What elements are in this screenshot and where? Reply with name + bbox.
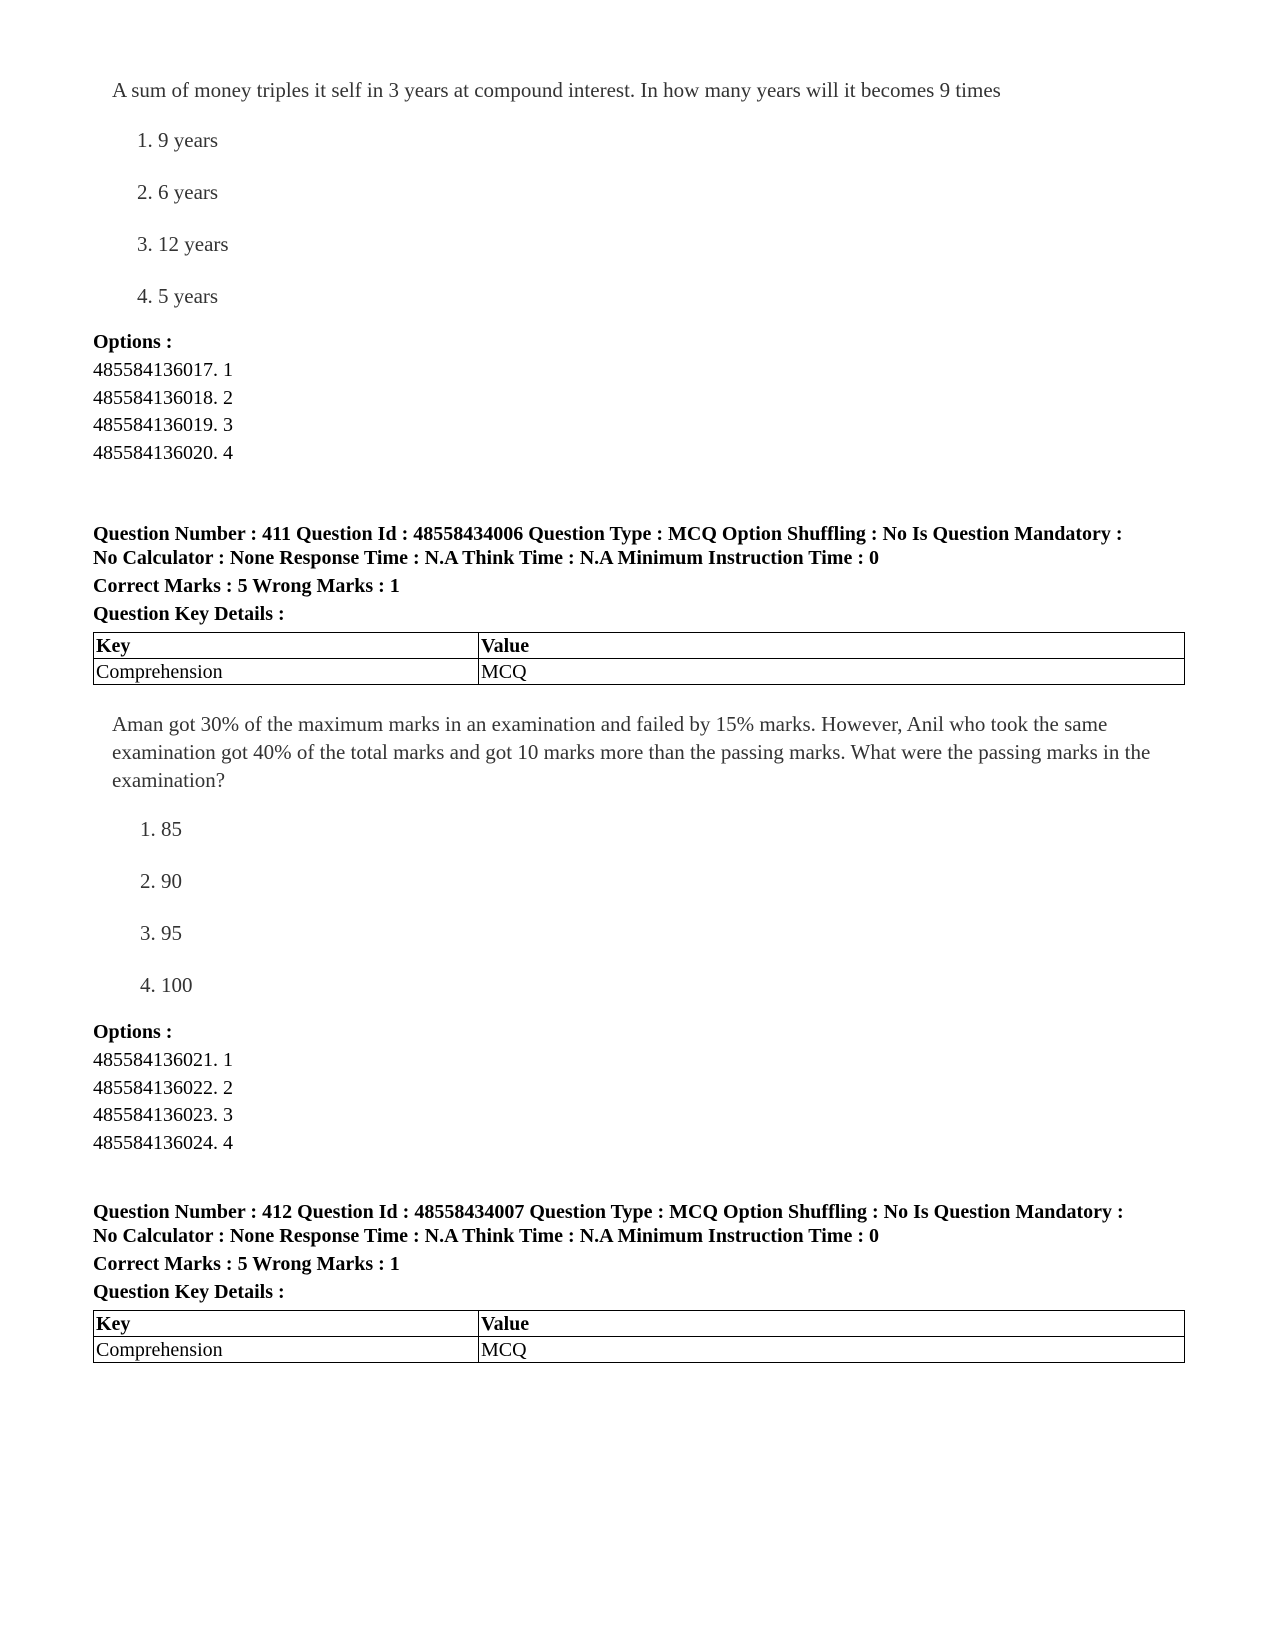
- header-key: Key: [94, 1311, 479, 1337]
- cell-key: Comprehension: [94, 659, 479, 685]
- key-details-label: Question Key Details :: [93, 603, 285, 625]
- choice-item: 4. 100: [140, 973, 193, 997]
- option-id: 485584136020. 4: [93, 442, 233, 464]
- choice-item: 4. 5 years: [137, 284, 219, 308]
- option-id: 485584136022. 2: [93, 1077, 233, 1099]
- question-marks: Correct Marks : 5 Wrong Marks : 1: [93, 575, 400, 597]
- question-meta-line1: Question Number : 412 Question Id : 48558434007 Question Type : MCQ Option Shuffling : No Is Question Mandatory :: [93, 1201, 1124, 1223]
- question-text: A sum of money triples it self in 3 years at compound interest. In how many years will it becomes 9 times: [112, 78, 1001, 102]
- cell-key: Comprehension: [94, 1337, 479, 1363]
- option-id: 485584136021. 1: [93, 1049, 233, 1071]
- option-id: 485584136023. 3: [93, 1104, 233, 1126]
- question-marks: Correct Marks : 5 Wrong Marks : 1: [93, 1253, 400, 1275]
- option-id: 485584136017. 1: [93, 359, 233, 381]
- header-value: Value: [479, 1311, 1185, 1337]
- options-label: Options :: [93, 331, 173, 353]
- option-id: 485584136024. 4: [93, 1132, 233, 1154]
- table-row: [94, 659, 1185, 685]
- table-row: [94, 1337, 1185, 1363]
- table-header-row: [94, 1311, 1185, 1337]
- cell-value: MCQ: [479, 1337, 1185, 1363]
- question-meta-line1: Question Number : 411 Question Id : 48558434006 Question Type : MCQ Option Shuffling : No Is Question Mandatory :: [93, 523, 1123, 545]
- question-meta-line2: No Calculator : None Response Time : N.A Think Time : N.A Minimum Instruction Time : 0: [93, 1225, 879, 1247]
- question-meta-line2: No Calculator : None Response Time : N.A Think Time : N.A Minimum Instruction Time : 0: [93, 547, 879, 569]
- header-key: Key: [94, 633, 479, 659]
- choice-item: 2. 90: [140, 869, 182, 893]
- cell-value: MCQ: [479, 659, 1185, 685]
- choice-item: 1. 85: [140, 817, 182, 841]
- choice-item: 1. 9 years: [137, 128, 219, 152]
- question-text: Aman got 30% of the maximum marks in an examination and failed by 15% marks. However, Anil who took the same examination got 40% of the total marks and got 10 marks more than the passing marks. What were the passing marks in the examination?: [112, 712, 1151, 792]
- table-header-row: [94, 633, 1185, 659]
- choice-item: 2. 6 years: [137, 180, 219, 204]
- key-details-table: [93, 1310, 1185, 1363]
- option-id: 485584136018. 2: [93, 387, 233, 409]
- choice-item: 3. 12 years: [137, 232, 229, 256]
- header-value: Value: [479, 633, 1185, 659]
- key-details-label: Question Key Details :: [93, 1281, 285, 1303]
- choice-item: 3. 95: [140, 921, 182, 945]
- option-id: 485584136019. 3: [93, 414, 233, 436]
- key-details-table: [93, 632, 1185, 685]
- options-label: Options :: [93, 1021, 173, 1043]
